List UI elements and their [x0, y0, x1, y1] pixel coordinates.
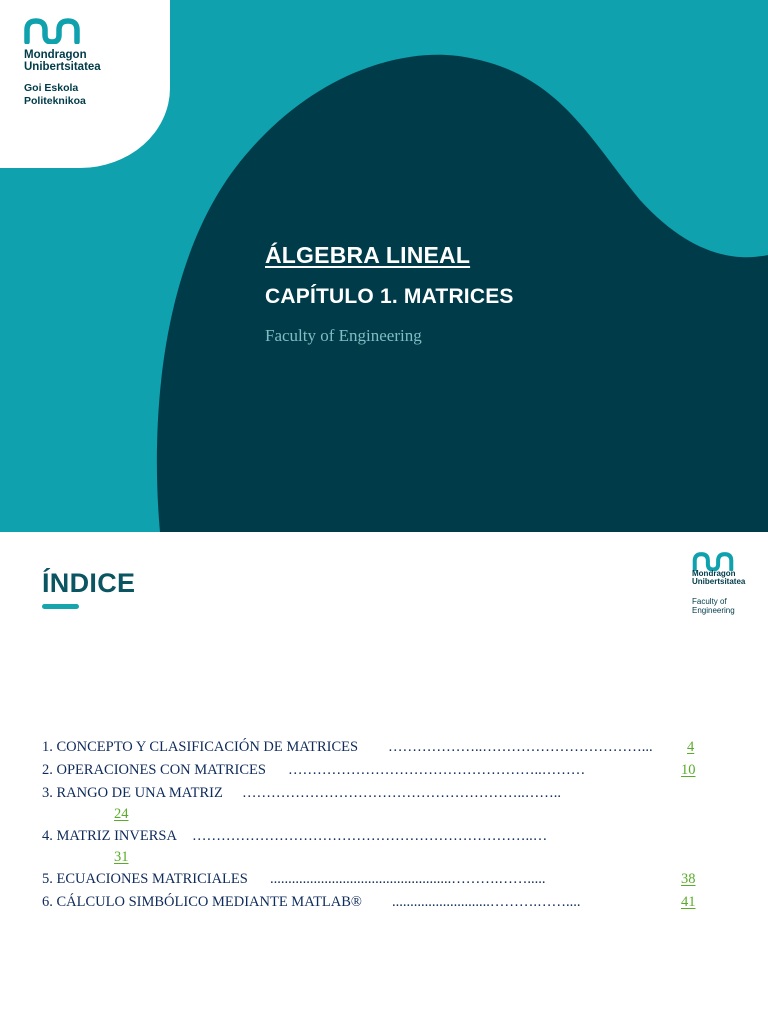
- heading-accent-bar: [42, 604, 79, 609]
- toc-item[interactable]: [42, 868, 702, 891]
- toc-page-link[interactable]: 41: [681, 894, 696, 910]
- index-heading: ÍNDICE: [42, 568, 136, 598]
- toc-label: 6. CÁLCULO SIMBÓLICO MEDIANTE MATLAB®: [42, 891, 362, 913]
- toc-leader: …………………………………………………..……..: [242, 785, 561, 801]
- toc-leader: ...........................……….……....: [392, 894, 581, 910]
- toc-leader: ……………………………………………………………..…: [192, 828, 548, 844]
- toc-label: 5. ECUACIONES MATRICIALES: [42, 868, 248, 890]
- toc-leader: ……………………………………………..………: [288, 762, 586, 778]
- toc-label: 1. CONCEPTO Y CLASIFICACIÓN DE MATRICES: [42, 736, 358, 758]
- toc-page-link[interactable]: 31: [114, 849, 129, 865]
- toc-label: 4. MATRIZ INVERSA: [42, 825, 177, 847]
- toc-item[interactable]: [42, 782, 702, 825]
- toc-label: 2. OPERACIONES CON MATRICES: [42, 759, 266, 781]
- mondragon-logo-icon: [24, 18, 80, 44]
- toc-item[interactable]: [42, 759, 702, 782]
- toc-item[interactable]: [42, 825, 702, 868]
- table-of-contents: [42, 736, 702, 914]
- logo-subtitle: [692, 597, 735, 615]
- toc-page-link[interactable]: 24: [114, 806, 129, 822]
- toc-page-link[interactable]: 38: [681, 871, 696, 887]
- cover-subtitle: CAPÍTULO 1. MATRICES: [265, 285, 514, 308]
- toc-page-link[interactable]: 4: [687, 739, 695, 755]
- logo-sub-line1: Faculty of: [692, 597, 727, 606]
- logo-name: [692, 570, 745, 587]
- toc-label: 3. RANGO DE UNA MATRIZ: [42, 782, 223, 804]
- toc-leader: ………………..……………………………...: [388, 739, 653, 755]
- logo-name: [24, 49, 101, 73]
- logo-name-line2: Unibertsitatea: [24, 61, 101, 74]
- logo-sub-line2: Engineering: [692, 606, 735, 616]
- logo-subtitle: [24, 82, 86, 107]
- index-slide: [0, 532, 768, 1024]
- toc-page-link[interactable]: 10: [681, 762, 696, 778]
- toc-item[interactable]: [42, 736, 702, 759]
- logo-sub-line2: Politeknikoa: [24, 94, 86, 107]
- logo-name-line2: Unibertsitatea: [692, 577, 746, 587]
- logo-name-line1: Mondragon: [692, 569, 736, 578]
- cover-title: ÁLGEBRA LINEAL: [265, 242, 471, 268]
- toc-leader: ..................................................……….…….....: [270, 871, 546, 887]
- logo-name-line1: Mondragon: [24, 49, 87, 61]
- toc-item[interactable]: [42, 891, 702, 914]
- cover-faculty: Faculty of Engineering: [265, 326, 422, 345]
- logo-sub-line1: Goi Eskola: [24, 82, 79, 94]
